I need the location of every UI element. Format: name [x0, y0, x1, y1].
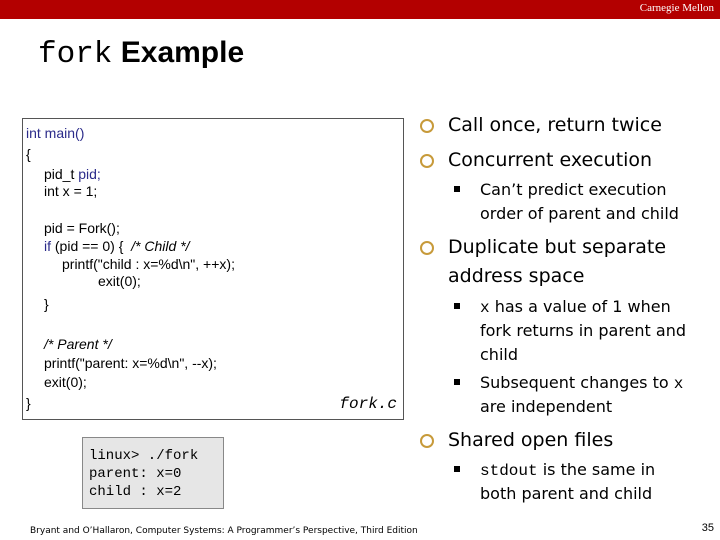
bullet-ring-icon	[420, 434, 434, 448]
code-line: printf("child : x=%d\n", ++x);	[62, 256, 235, 272]
footer-citation: Bryant and O’Hallaron, Computer Systems: A Programmer’s Perspective, Third Edition	[30, 526, 418, 536]
bullet-square-icon	[454, 303, 460, 309]
code-line: if (pid == 0) { /* Child */	[44, 238, 190, 254]
code-line: int main()	[26, 125, 85, 141]
code-line: /* Parent */	[44, 336, 112, 352]
code-line: {	[26, 146, 31, 162]
terminal-line: parent: x=0	[89, 466, 182, 482]
code-line: exit(0);	[44, 374, 87, 390]
code-listing	[22, 118, 404, 420]
title-text: Example	[112, 36, 245, 69]
bullet-ring-icon	[420, 154, 434, 168]
slide-title	[38, 36, 244, 72]
bullet-square-icon	[454, 379, 460, 385]
terminal-line: child : x=2	[89, 484, 182, 500]
code-line: exit(0);	[98, 273, 141, 289]
terminal-line: linux> ./fork	[89, 448, 199, 464]
code-line: pid_t pid;	[44, 166, 101, 182]
top-banner	[0, 0, 720, 19]
bullet-ring-icon	[420, 241, 434, 255]
bullet-square-icon	[454, 186, 460, 192]
brand-label: Carnegie Mellon	[639, 2, 714, 14]
bullet-ring-icon	[420, 119, 434, 133]
code-line: }	[26, 395, 31, 411]
code-line: }	[44, 296, 49, 312]
code-line: int x = 1;	[44, 183, 98, 199]
title-code-word: fork	[38, 37, 113, 72]
code-line: pid = Fork();	[44, 220, 120, 236]
file-name-label: fork.c	[339, 395, 397, 413]
bullet-square-icon	[454, 466, 460, 472]
code-line: printf("parent: x=%d\n", --x);	[44, 355, 217, 371]
page-number: 35	[701, 522, 714, 534]
terminal-output	[82, 437, 224, 509]
